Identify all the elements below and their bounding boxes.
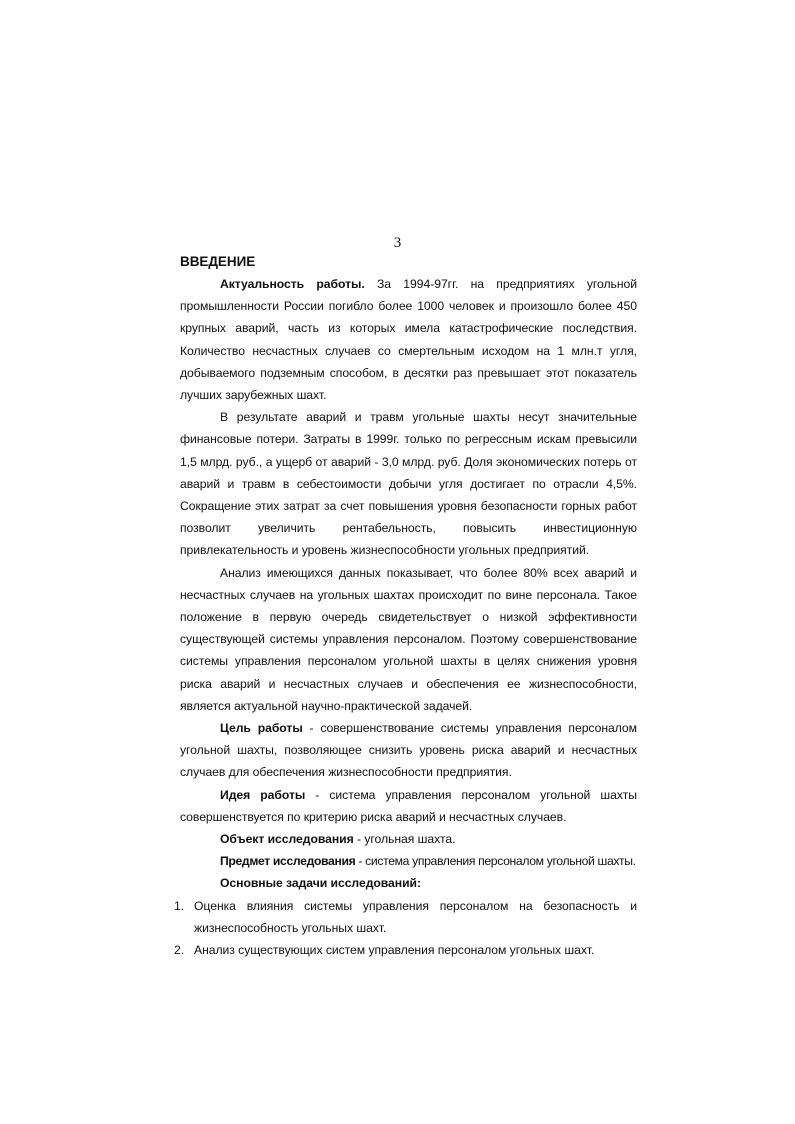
- paragraph-goal: [180, 717, 637, 784]
- page-number: 3: [393, 235, 402, 251]
- paragraph-relevance: [180, 273, 637, 406]
- goal-text: - совершенствование системы управления персоналом угольной шахты, позволяющее снизить уровень риска аварий и несчастных случаев для обеспечения жизнеспособности предприятия.: [180, 721, 637, 780]
- subject-lead: Предмет исследования: [220, 854, 356, 869]
- task-number: 1.: [174, 898, 185, 913]
- tasks-title: Основные задачи исследований:: [220, 876, 421, 891]
- paragraph-idea: [180, 784, 637, 828]
- task-text: Анализ существующих систем управления персоналом угольных шахт.: [194, 943, 595, 958]
- goal-lead: Цель работы: [220, 721, 303, 736]
- idea-lead: Идея работы: [220, 787, 306, 802]
- page-content: [174, 251, 637, 961]
- task-number: 2.: [174, 943, 185, 958]
- paragraph-subject: [180, 850, 637, 872]
- paragraph-losses: В результате аварий и травм угольные шахты несут значительные финансовые потери. Затраты в 1999г. только по регрессным искам превысили 1,5 млрд. руб., а ущерб от аварий - 3,0 млрд. руб. Доля экономических потерь от аварий и травм в себестоимости добычи угля достигает по отрасли 4,5%. Сокращение этих затрат за счет повышения уровня безопасности горных работ позволит увеличить рентабельность, повысить инвестиционную привлекательность и уровень жизнеспособности угольных предприятий.: [180, 410, 637, 558]
- object-lead: Объект исследования: [220, 832, 354, 847]
- relevance-text: За 1994-97гг. на предприятиях угольной промышленности России погибло более 1000 человек и произошло более 450 крупных аварий, часть из которых имела катастрофические последствия. Количество несчастных случаев со смертельным исходом на 1 млн.т угля, добываемого подземным способом, в десятки раз превышает этот показатель лучших зарубежных шахт.: [180, 277, 637, 403]
- tasks-list: [174, 895, 637, 962]
- paragraph-object: [180, 828, 637, 850]
- list-item: [174, 939, 637, 961]
- section-heading: ВВЕДЕНИЕ: [180, 254, 256, 269]
- object-text: - угольная шахта.: [353, 832, 456, 847]
- relevance-lead: Актуальность работы.: [220, 277, 365, 291]
- subject-text: - система управления персоналом угольной шахты.: [355, 854, 636, 869]
- task-text: Оценка влияния системы управления персоналом на безопасность и жизнеспособность угольных шахт.: [194, 898, 637, 935]
- list-item: [174, 895, 637, 939]
- idea-text: - система управления персоналом угольной шахты совершенствуется по критерию риска аварий и несчастных случаев.: [180, 787, 637, 824]
- paragraph-analysis: Анализ имеющихся данных показывает, что более 80% всех аварий и несчастных случаев на угольных шахтах происходит по вине персонала. Такое положение в первую очередь свидетельствует о низкой эффективности существующей системы управления персоналом. Поэтому совершенствование системы управления персоналом угольной шахты в целях снижения уровня риска аварий и несчастных случаев и обеспечения ее жизнеспособности, является актуальной научно-практической задачей.: [180, 565, 637, 713]
